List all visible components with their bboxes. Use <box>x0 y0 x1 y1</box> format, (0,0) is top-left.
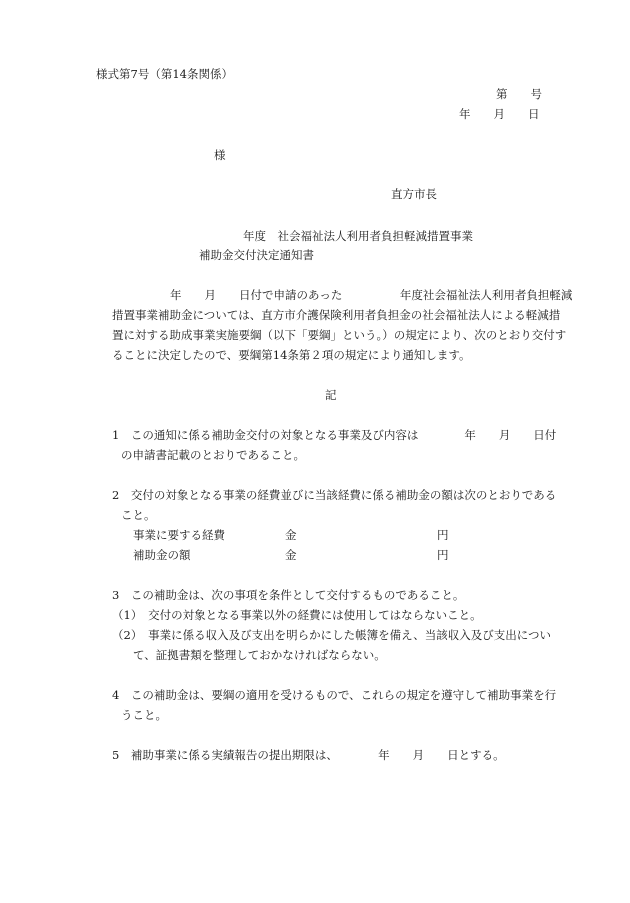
intro-line-2: 措置事業補助金については、直方市介護保険利用者負担金の社会福祉法人による軽減措 <box>112 308 561 322</box>
intro-line-1: 年 月 日付で申請のあった 年度社会福祉法人利用者負担軽減 <box>170 288 573 302</box>
expense-en: 円 <box>437 528 449 542</box>
title-line-1: 年度 社会福祉法人利用者負担軽減措置事業 <box>243 229 473 243</box>
item3-sub-1: （1） 交付の対象となる事業以外の経費には使用してはならないこと。 <box>112 608 482 622</box>
addressee: 様 <box>214 148 226 162</box>
expense-kin: 金 <box>285 528 297 542</box>
item3-line-1: 3 この補助金は、次の事項を条件として交付するものであること。 <box>112 588 465 602</box>
subsidy-en: 円 <box>437 548 449 562</box>
issuer: 直方市長 <box>391 187 437 201</box>
intro-line-4: ることに決定したので、要綱第14条第２項の規定により通知します。 <box>112 348 471 362</box>
item5-line-1: 5 補助事業に係る実績報告の提出期限は、 年 月 日とする。 <box>112 748 505 762</box>
item4-line-1: 4 この補助金は、要綱の適用を受けるもので、これらの規定を遵守して補助事業を行 <box>112 688 557 702</box>
item3-sub-2-line-2: て、証拠書類を整理しておかなければならない。 <box>133 648 386 662</box>
intro-line-3: 置に対する助成事業実施要綱（以下「要綱」という。）の規定により、次のとおり交付す <box>112 328 567 342</box>
item2-line-1: 2 交付の対象となる事業の経費並びに当該経費に係る補助金の額は次のとおりである <box>112 488 557 502</box>
document-number: 第 号 <box>496 87 542 101</box>
subsidy-kin: 金 <box>285 548 297 562</box>
item1-line-1: 1 この通知に係る補助金交付の対象となる事業及び内容は 年 月 日付 <box>112 428 557 442</box>
item2-line-2: こと。 <box>121 508 156 522</box>
item4-line-2: うこと。 <box>121 708 167 722</box>
title-line-2: 補助金交付決定通知書 <box>199 248 314 262</box>
item3-sub-2-line-1: （2） 事業に係る収入及び支出を明らかにした帳簿を備え、当該収入及び支出につい <box>112 628 552 642</box>
form-label: 様式第7号（第14条関係） <box>96 67 233 81</box>
ki-heading: 記 <box>325 388 337 402</box>
expense-label: 事業に要する経費 <box>133 528 225 542</box>
document-date: 年 月 日 <box>459 107 540 121</box>
item1-line-2: の申請書記載のとおりであること。 <box>121 448 305 462</box>
subsidy-label: 補助金の額 <box>133 548 191 562</box>
